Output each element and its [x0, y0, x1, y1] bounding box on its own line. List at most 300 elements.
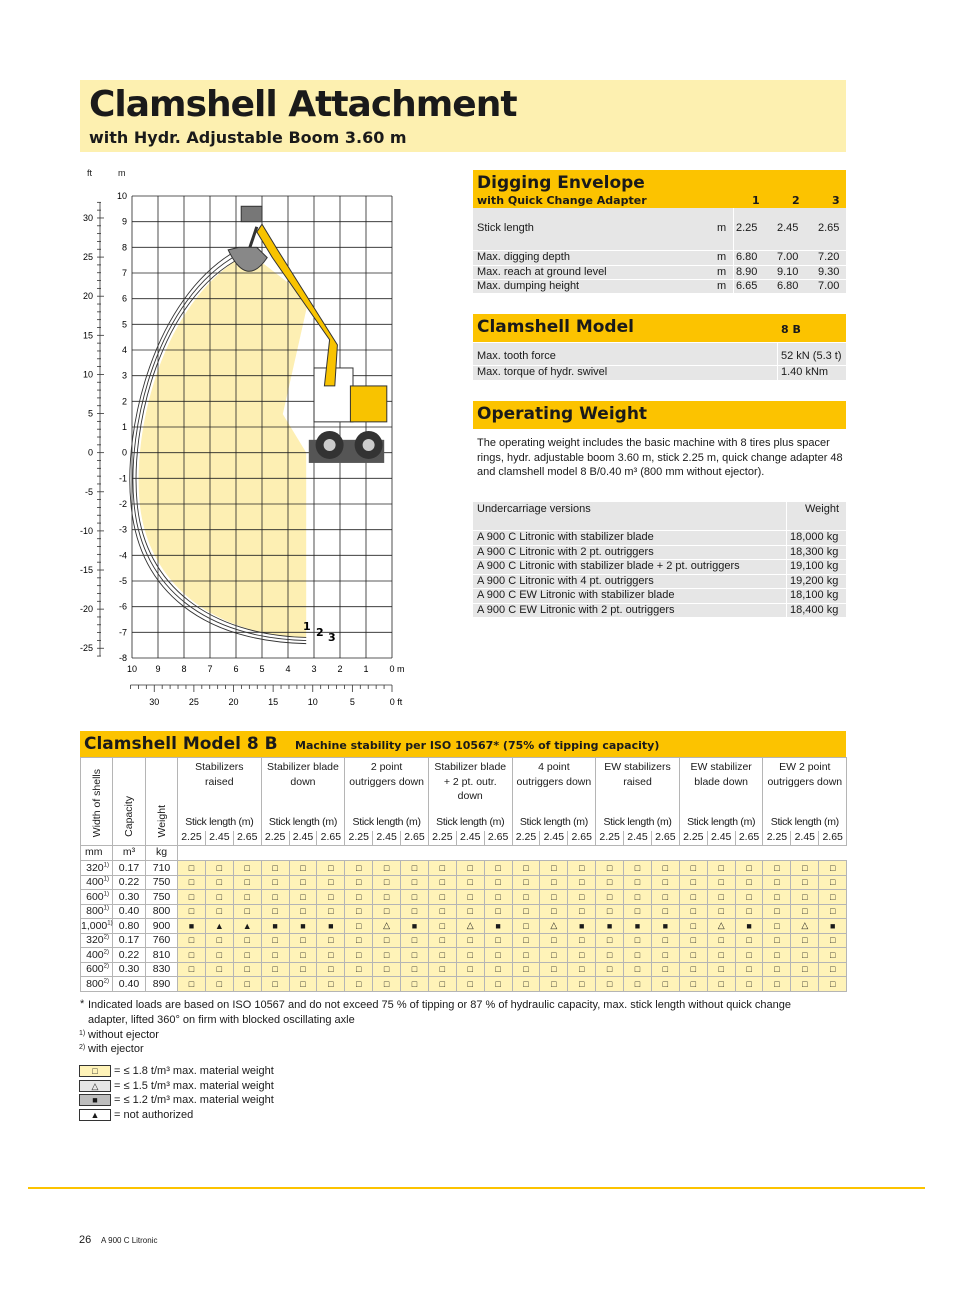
group-header — [596, 758, 680, 816]
stick-length-value: 2.45 — [456, 831, 484, 846]
stability-cell: □ — [428, 904, 456, 919]
group-header — [512, 758, 596, 816]
stability-cell: □ — [540, 948, 568, 963]
x-tick-ft: 15 — [268, 697, 279, 707]
stability-cell: □ — [651, 861, 679, 876]
envelope-row-unit: m — [717, 265, 727, 278]
y-tick-ft: 15 — [82, 330, 93, 341]
y-tick-m: -6 — [118, 601, 127, 612]
stick-length-unit: m — [717, 222, 727, 234]
stability-cell: □ — [233, 875, 261, 890]
table-row — [81, 861, 847, 876]
y-tick-m: 10 — [116, 191, 127, 201]
stability-cell: □ — [791, 890, 819, 905]
footnote-2: with ejector — [88, 1043, 144, 1055]
torque-value: 1.40 kNm — [781, 366, 829, 378]
stability-cell: □ — [791, 875, 819, 890]
shell-weight: 890 — [146, 977, 178, 992]
stability-cell: □ — [484, 904, 512, 919]
weight-row — [473, 589, 846, 604]
stability-cell: □ — [791, 861, 819, 876]
x-tick-ft: 5 — [349, 697, 355, 707]
stability-cell: □ — [624, 861, 652, 876]
stick-length-value: 2.45 — [205, 831, 233, 846]
stability-cell: □ — [596, 861, 624, 876]
stability-cell: □ — [317, 933, 345, 948]
page-title: Clamshell Attachment — [89, 84, 517, 125]
weight-row-version: A 900 C EW Litronic with stabilizer blade — [477, 589, 675, 601]
stability-cell: □ — [456, 890, 484, 905]
weight-row-version: A 900 C Litronic with stabilizer blade — [477, 531, 654, 543]
table-row — [81, 977, 847, 992]
stability-cell: □ — [317, 962, 345, 977]
stability-cell: □ — [624, 875, 652, 890]
stability-cell: △ — [456, 919, 484, 934]
shell-width: 1,000$^{1)}$ — [81, 919, 113, 932]
stick-length-value: 2.25 — [345, 831, 373, 846]
stability-cell: □ — [735, 904, 763, 919]
stability-cell: □ — [233, 890, 261, 905]
legend-text: = not authorized — [114, 1108, 194, 1121]
stability-cell: □ — [401, 875, 429, 890]
footer-rule — [28, 1187, 925, 1189]
stability-cell: □ — [261, 904, 289, 919]
stability-cell: □ — [345, 919, 373, 934]
stability-cell: □ — [568, 962, 596, 977]
stability-cell: □ — [707, 962, 735, 977]
envelope-row — [473, 280, 846, 295]
stability-cell: □ — [596, 977, 624, 992]
stability-cell: □ — [428, 977, 456, 992]
shell-width: 400$^{2)}$ — [81, 948, 113, 963]
stability-cell: ■ — [261, 919, 289, 934]
stability-cell: ■ — [651, 919, 679, 934]
y-tick-m: 4 — [121, 345, 127, 355]
stability-cell: □ — [178, 933, 206, 948]
stability-cell: □ — [428, 875, 456, 890]
x-tick-m: 3 — [311, 664, 317, 674]
envelope-row — [473, 266, 846, 281]
quick-change-adapter — [241, 206, 262, 221]
stability-cell: □ — [540, 933, 568, 948]
stability-cell: □ — [791, 962, 819, 977]
stability-cell: ▲ — [233, 919, 261, 934]
stability-cell: □ — [261, 933, 289, 948]
footnote-1: without ejector — [88, 1029, 159, 1041]
stability-cell: □ — [819, 861, 847, 876]
stability-cell: △ — [373, 919, 401, 934]
stability-cell: □ — [512, 875, 540, 890]
legend-swatch: △ — [79, 1080, 111, 1092]
stick-length-1: 2.25 — [736, 222, 758, 234]
shell-capacity: 0.40 — [113, 904, 146, 919]
shell-width: 800$^{1)}$ — [81, 904, 113, 919]
y-tick-m: 8 — [121, 242, 127, 253]
stability-cell: ■ — [624, 919, 652, 934]
stability-cell: □ — [819, 933, 847, 948]
shell-weight: 750 — [146, 890, 178, 905]
envelope-row-label: Max. digging depth — [477, 251, 570, 263]
col-undercarriage: Undercarriage versions — [477, 503, 591, 515]
shell-capacity: 0.17 — [113, 861, 146, 876]
envelope-row — [473, 251, 846, 266]
shell-capacity: 0.17 — [113, 933, 146, 948]
unit-label: mm — [81, 846, 113, 861]
shell-width: 320$^{1)}$ — [81, 861, 113, 876]
stick-length-2: 2.45 — [777, 222, 799, 234]
shell-weight: 810 — [146, 948, 178, 963]
stability-cell: ■ — [289, 919, 317, 934]
stability-cell: □ — [289, 904, 317, 919]
weight-row-value: 18,000 kg — [790, 531, 839, 543]
group-header — [261, 758, 345, 816]
weight-row-version: A 900 C EW Litronic with 2 pt. outriggers — [477, 603, 675, 616]
stick-length-value: 2.65 — [401, 831, 429, 846]
stability-cell: □ — [624, 904, 652, 919]
table-row — [81, 933, 847, 948]
stick-length-label: Stick length (m) — [345, 816, 429, 831]
x-tick-ft: 30 — [149, 697, 160, 707]
divider — [777, 343, 778, 380]
x-tick-m: 6 — [233, 664, 239, 674]
stick-length-value: 2.25 — [512, 831, 540, 846]
stability-cell: ■ — [401, 919, 429, 934]
legend-item — [79, 1079, 274, 1094]
stability-cell: □ — [261, 890, 289, 905]
stability-cell: □ — [679, 904, 707, 919]
stability-cell: □ — [484, 890, 512, 905]
curve-label: 3 — [328, 631, 336, 644]
stick-length-value: 2.65 — [819, 831, 847, 846]
x-tick-ft: 20 — [228, 697, 239, 707]
unit-label: m³ — [113, 846, 146, 861]
stability-cell: ■ — [484, 919, 512, 934]
stability-cell: □ — [707, 861, 735, 876]
stability-cell: □ — [512, 890, 540, 905]
stability-cell: □ — [651, 904, 679, 919]
y-tick-ft: 25 — [82, 252, 93, 263]
stability-title: Clamshell Model 8 B — [84, 734, 278, 754]
stick-length-label: Stick length (m) — [261, 816, 345, 831]
stability-cell: □ — [484, 875, 512, 890]
stability-cell: □ — [178, 890, 206, 905]
digging-envelope-subtitle: with Quick Change Adapter — [477, 194, 647, 207]
x-tick-m: 7 — [207, 664, 213, 674]
weight-row-version: A 900 C Litronic with stabilizer blade + 2 pt. outriggers — [477, 560, 740, 572]
table-row — [81, 875, 847, 890]
stability-cell: ▲ — [205, 919, 233, 934]
envelope-value: 7.00 — [777, 251, 799, 263]
legend-swatch: ▲ — [79, 1109, 111, 1121]
stability-cell: △ — [540, 919, 568, 934]
stick-length-label: Stick length (m) — [679, 816, 763, 831]
footnote-star: * — [80, 998, 85, 1010]
x-tick-m: 2 — [337, 664, 343, 674]
stability-cell: □ — [428, 933, 456, 948]
stability-cell: □ — [763, 933, 791, 948]
y-tick-ft: -10 — [79, 525, 93, 536]
stability-cell: □ — [205, 875, 233, 890]
y-tick-m: 0 — [121, 447, 127, 458]
x-tick-m: 8 — [181, 664, 187, 674]
stability-cell: □ — [596, 890, 624, 905]
stability-cell: □ — [707, 977, 735, 992]
stability-cell: □ — [178, 861, 206, 876]
stability-cell: □ — [791, 933, 819, 948]
weight-row — [473, 546, 846, 561]
shell-weight: 800 — [146, 904, 178, 919]
shell-capacity: 0.30 — [113, 890, 146, 905]
col-2: 2 — [792, 194, 800, 207]
col-weight: Weight — [805, 503, 840, 515]
stability-cell: □ — [819, 875, 847, 890]
stability-cell: □ — [317, 904, 345, 919]
stability-cell: □ — [317, 861, 345, 876]
tooth-force-label: Max. tooth force — [477, 350, 556, 362]
shell-weight: 830 — [146, 962, 178, 977]
stability-cell: □ — [707, 890, 735, 905]
stability-cell: □ — [791, 977, 819, 992]
stability-cell: □ — [233, 933, 261, 948]
envelope-value: 9.10 — [777, 265, 799, 278]
shell-width: 600$^{2)}$ — [81, 962, 113, 977]
x-tick-m: 4 — [285, 664, 291, 674]
stability-cell: □ — [205, 977, 233, 992]
weight-row-value: 18,100 kg — [790, 589, 839, 601]
stability-cell: □ — [428, 890, 456, 905]
group-label: Stabilizer blade + 2 pt. outr. down — [434, 761, 507, 802]
stability-cell: □ — [735, 977, 763, 992]
stability-cell: ■ — [735, 919, 763, 934]
col-width — [81, 758, 113, 846]
shell-capacity: 0.40 — [113, 977, 146, 992]
stability-cell: □ — [568, 875, 596, 890]
col-weight — [146, 758, 178, 846]
shell-width: 800$^{2)}$ — [81, 977, 113, 992]
y-tick-m: -2 — [118, 499, 127, 509]
stability-cell: □ — [512, 933, 540, 948]
wheel-hub — [324, 439, 336, 451]
col-3: 3 — [832, 194, 840, 207]
x-tick-m: 5 — [259, 664, 265, 674]
y-tick-ft: 10 — [82, 369, 93, 380]
stability-cell: ■ — [317, 919, 345, 934]
stability-cell: □ — [317, 977, 345, 992]
stability-cell: □ — [679, 948, 707, 963]
stability-cell: □ — [456, 977, 484, 992]
stability-cell: □ — [233, 962, 261, 977]
stability-cell: □ — [512, 948, 540, 963]
stability-cell: □ — [735, 948, 763, 963]
stick-length-value: 2.25 — [763, 831, 791, 846]
stability-cell: □ — [373, 948, 401, 963]
divider — [733, 208, 734, 250]
stability-cell: □ — [317, 890, 345, 905]
stability-cell: □ — [289, 890, 317, 905]
stability-cell: □ — [763, 962, 791, 977]
tooth-force-value: 52 kN (5.3 t) — [781, 350, 842, 362]
stability-cell: □ — [205, 948, 233, 963]
col-capacity-text: Capacity — [123, 796, 135, 837]
stability-cell: □ — [373, 904, 401, 919]
shell-capacity: 0.22 — [113, 948, 146, 963]
stability-cell: □ — [791, 948, 819, 963]
x-tick-m: 1 — [363, 664, 369, 674]
stability-cell: □ — [624, 890, 652, 905]
x-tick-ft: 0 ft — [389, 697, 403, 707]
stability-cell: □ — [345, 977, 373, 992]
weight-row-value: 18,300 kg — [790, 545, 839, 558]
stability-cell: □ — [819, 890, 847, 905]
stability-cell: □ — [456, 904, 484, 919]
stability-cell: □ — [456, 861, 484, 876]
x-tick-ft: 10 — [307, 697, 318, 707]
weight-row — [473, 604, 846, 619]
table-row — [81, 919, 847, 934]
footnote-star-text: Indicated loads are based on ISO 10567 and do not exceed 75 % of tipping or 87 % of hydraulic capacity, max. stick length without quick change adapter, lifted 360° on firm with blocked oscillating axle — [88, 999, 792, 1026]
y-tick-m: -3 — [118, 524, 127, 535]
stick-length-value: 2.25 — [261, 831, 289, 846]
weight-row — [473, 531, 846, 546]
y-tick-m: -1 — [118, 473, 127, 484]
y-tick-m: -7 — [118, 627, 127, 638]
stability-cell: □ — [484, 962, 512, 977]
stability-cell: □ — [428, 919, 456, 934]
clamshell-model-id: 8 B — [781, 323, 801, 336]
stick-length-value: 2.65 — [233, 831, 261, 846]
stability-cell: □ — [651, 977, 679, 992]
table-row — [81, 904, 847, 919]
group-header — [428, 758, 512, 816]
stability-cell: □ — [512, 919, 540, 934]
envelope-value: 7.20 — [818, 251, 840, 263]
stability-cell: □ — [763, 904, 791, 919]
col-width-text: Width of shells — [90, 768, 103, 837]
stability-cell: □ — [512, 977, 540, 992]
y-unit-ft: ft — [87, 168, 93, 178]
stability-cell: □ — [205, 861, 233, 876]
stability-cell: □ — [568, 861, 596, 876]
col-weight-text: Weight — [155, 804, 168, 837]
envelope-value: 6.80 — [736, 251, 758, 263]
stability-cell: □ — [373, 977, 401, 992]
stick-length-value: 2.45 — [289, 831, 317, 846]
stability-cell: □ — [540, 861, 568, 876]
stability-cell: ■ — [819, 919, 847, 934]
stability-cell: □ — [401, 933, 429, 948]
stability-cell: □ — [512, 861, 540, 876]
envelope-value: 6.65 — [736, 280, 758, 292]
stability-cell: □ — [484, 977, 512, 992]
group-label: 2 point outriggers down — [349, 761, 424, 788]
stability-cell: □ — [289, 977, 317, 992]
stability-cell: □ — [289, 933, 317, 948]
y-tick-ft: 30 — [82, 212, 93, 223]
stability-cell: □ — [596, 962, 624, 977]
legend-swatch: ■ — [79, 1094, 111, 1106]
footnote-2-mark: 2) — [79, 1044, 86, 1051]
stability-cell: □ — [679, 861, 707, 876]
stability-cell: □ — [373, 861, 401, 876]
stability-cell: □ — [651, 875, 679, 890]
stability-cell: □ — [178, 962, 206, 977]
stability-cell: □ — [373, 875, 401, 890]
stability-cell: □ — [261, 948, 289, 963]
legend-swatch: □ — [79, 1065, 111, 1077]
stick-length-label: Stick length (m) — [763, 816, 847, 831]
shell-width: 320$^{2)}$ — [81, 933, 113, 948]
group-label: Stabilizers raised — [195, 761, 244, 788]
stick-length-value: 2.45 — [624, 831, 652, 846]
stability-cell: □ — [679, 890, 707, 905]
wheel-hub — [363, 439, 375, 451]
stability-cell: □ — [261, 962, 289, 977]
table-row — [81, 962, 847, 977]
table-row — [81, 948, 847, 963]
digging-envelope-title: Digging Envelope — [477, 173, 645, 193]
stability-cell: □ — [289, 948, 317, 963]
shell-weight: 710 — [146, 861, 178, 876]
shell-weight: 760 — [146, 933, 178, 948]
stability-cell: □ — [763, 977, 791, 992]
weight-row-version: A 900 C Litronic with 2 pt. outriggers — [477, 545, 654, 558]
stick-length-value: 2.25 — [178, 831, 206, 846]
stability-cell: □ — [735, 933, 763, 948]
group-label: 4 point outriggers down — [516, 761, 592, 788]
page-subtitle: with Hydr. Adjustable Boom 3.60 m — [89, 128, 407, 147]
stability-cell: □ — [763, 861, 791, 876]
y-tick-m: 9 — [121, 216, 127, 227]
stability-cell: □ — [345, 933, 373, 948]
stability-cell: □ — [624, 962, 652, 977]
stability-cell: □ — [512, 904, 540, 919]
stability-cell: □ — [233, 977, 261, 992]
y-tick-m: 6 — [121, 293, 127, 304]
shell-width: 600$^{1)}$ — [81, 890, 113, 905]
envelope-row-unit: m — [717, 280, 727, 292]
stability-cell: □ — [401, 861, 429, 876]
stability-cell: □ — [596, 875, 624, 890]
y-tick-m: 3 — [121, 370, 127, 381]
stability-cell: □ — [401, 948, 429, 963]
y-unit-m: m — [118, 168, 126, 178]
stability-cell: ■ — [596, 919, 624, 934]
stability-cell: □ — [763, 875, 791, 890]
stability-cell: △ — [791, 919, 819, 934]
stick-length-label: Stick length (m) — [596, 816, 680, 831]
stability-cell: □ — [178, 904, 206, 919]
x-tick-m: 9 — [155, 664, 161, 674]
shell-capacity: 0.30 — [113, 962, 146, 977]
table-row — [81, 890, 847, 905]
y-tick-m: 2 — [121, 396, 127, 407]
stability-cell: □ — [456, 933, 484, 948]
group-header — [679, 758, 763, 816]
y-tick-ft: -25 — [79, 643, 93, 654]
stick-length-value: 2.65 — [484, 831, 512, 846]
stability-cell: □ — [401, 977, 429, 992]
legend-item — [79, 1093, 274, 1108]
stick-length-value: 2.65 — [568, 831, 596, 846]
envelope-value: 7.00 — [818, 280, 840, 292]
stability-cell: □ — [428, 948, 456, 963]
stick-length-label: Stick length (m) — [428, 816, 512, 831]
shell-capacity: 0.22 — [113, 875, 146, 890]
stability-cell: □ — [568, 948, 596, 963]
stability-cell: □ — [735, 861, 763, 876]
unit-label: kg — [146, 846, 178, 861]
stability-cell: □ — [651, 962, 679, 977]
